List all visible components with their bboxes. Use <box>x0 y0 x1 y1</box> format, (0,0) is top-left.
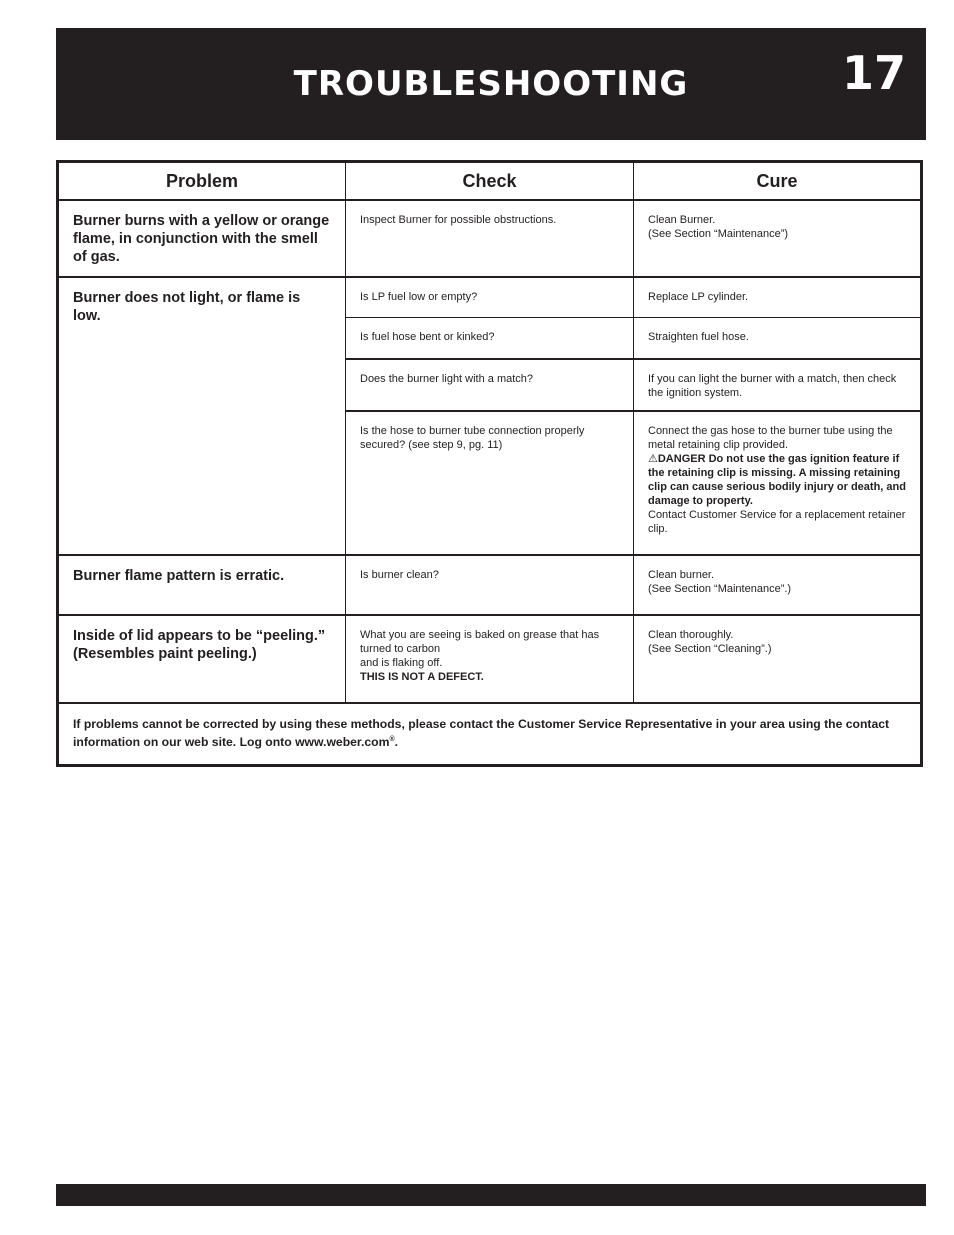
cure-cell <box>634 359 922 411</box>
cure-text: Contact Customer Service for a replacement retainer clip. <box>648 509 906 535</box>
check-cell <box>346 359 634 411</box>
check-text: Is burner clean? <box>360 569 439 581</box>
cure-text: Straighten fuel hose. <box>648 330 749 343</box>
registered-mark: ® <box>389 736 395 743</box>
check-cell <box>346 317 634 359</box>
cure-cell <box>634 277 922 317</box>
cure-cell <box>634 615 922 703</box>
check-note: THIS IS NOT A DEFECT. <box>360 671 484 683</box>
footer-end: . <box>394 735 398 750</box>
table-row <box>58 277 922 317</box>
cure-cell <box>634 200 922 277</box>
check-cell <box>346 277 634 317</box>
table-row <box>58 615 922 703</box>
problem-cell: Burner does not light, or flame is low. <box>58 277 346 555</box>
cure-text: Clean Burner. <box>648 214 716 226</box>
column-header-problem: Problem <box>58 162 346 201</box>
check-text: Is LP fuel low or empty? <box>360 291 478 303</box>
table-row <box>58 555 922 615</box>
problem-cell: Inside of lid appears to be “peeling.” (Resembles paint peeling.) <box>58 615 346 703</box>
page-title: TROUBLESHOOTING <box>293 64 689 104</box>
check-cell <box>346 555 634 615</box>
check-cell <box>346 411 634 555</box>
cure-text: Clean thoroughly. <box>648 629 734 641</box>
footer-text: If problems cannot be corrected by using these methods, please contact the Customer Service Representative in your area using the contact information on our web site. Log onto www.weber.com <box>73 717 890 750</box>
cure-text: (See Section “Maintenance”) <box>648 228 789 240</box>
check-text: Is the hose to burner tube connection properly secured? (see step 9, pg. 11) <box>360 425 585 451</box>
column-header-check: Check <box>346 162 634 201</box>
danger-warning: ⚠DANGER Do not use the gas ignition feature if the retaining clip is missing. A missing retaining clip can cause serious bodily injury or death, and damage to property. <box>648 453 906 507</box>
cure-text: Connect the gas hose to the burner tube using the metal retaining clip provided. <box>648 425 893 451</box>
page-number: 17 <box>841 46 906 100</box>
cure-text: If you can light the burner with a match, then check the ignition system. <box>648 373 897 399</box>
problem-cell: Burner flame pattern is erratic. <box>58 555 346 615</box>
check-cell <box>346 200 634 277</box>
troubleshooting-table <box>56 160 923 767</box>
footer-note <box>58 703 922 766</box>
cure-text: (See Section “Cleaning”.) <box>648 643 772 655</box>
table-header-row <box>58 162 922 201</box>
footer-bar <box>56 1184 926 1206</box>
cure-text: Clean burner. <box>648 569 715 581</box>
table-footer-row <box>58 703 922 766</box>
check-cell <box>346 615 634 703</box>
header-bar <box>56 28 926 140</box>
table-row <box>58 200 922 277</box>
check-text: and is flaking off. <box>360 657 443 669</box>
column-header-cure: Cure <box>634 162 922 201</box>
cure-cell <box>634 317 922 359</box>
check-text: Does the burner light with a match? <box>360 373 534 385</box>
problem-cell: Burner burns with a yellow or orange flame, in conjunction with the smell of gas. <box>58 200 346 277</box>
cure-cell <box>634 411 922 555</box>
check-text: Is fuel hose bent or kinked? <box>360 330 495 343</box>
cure-text: (See Section “Maintenance”.) <box>648 583 792 595</box>
cure-cell <box>634 555 922 615</box>
check-text: What you are seeing is baked on grease that has turned to carbon <box>360 629 600 655</box>
check-text: Inspect Burner for possible obstructions. <box>360 214 557 226</box>
cure-text: Replace LP cylinder. <box>648 291 749 303</box>
